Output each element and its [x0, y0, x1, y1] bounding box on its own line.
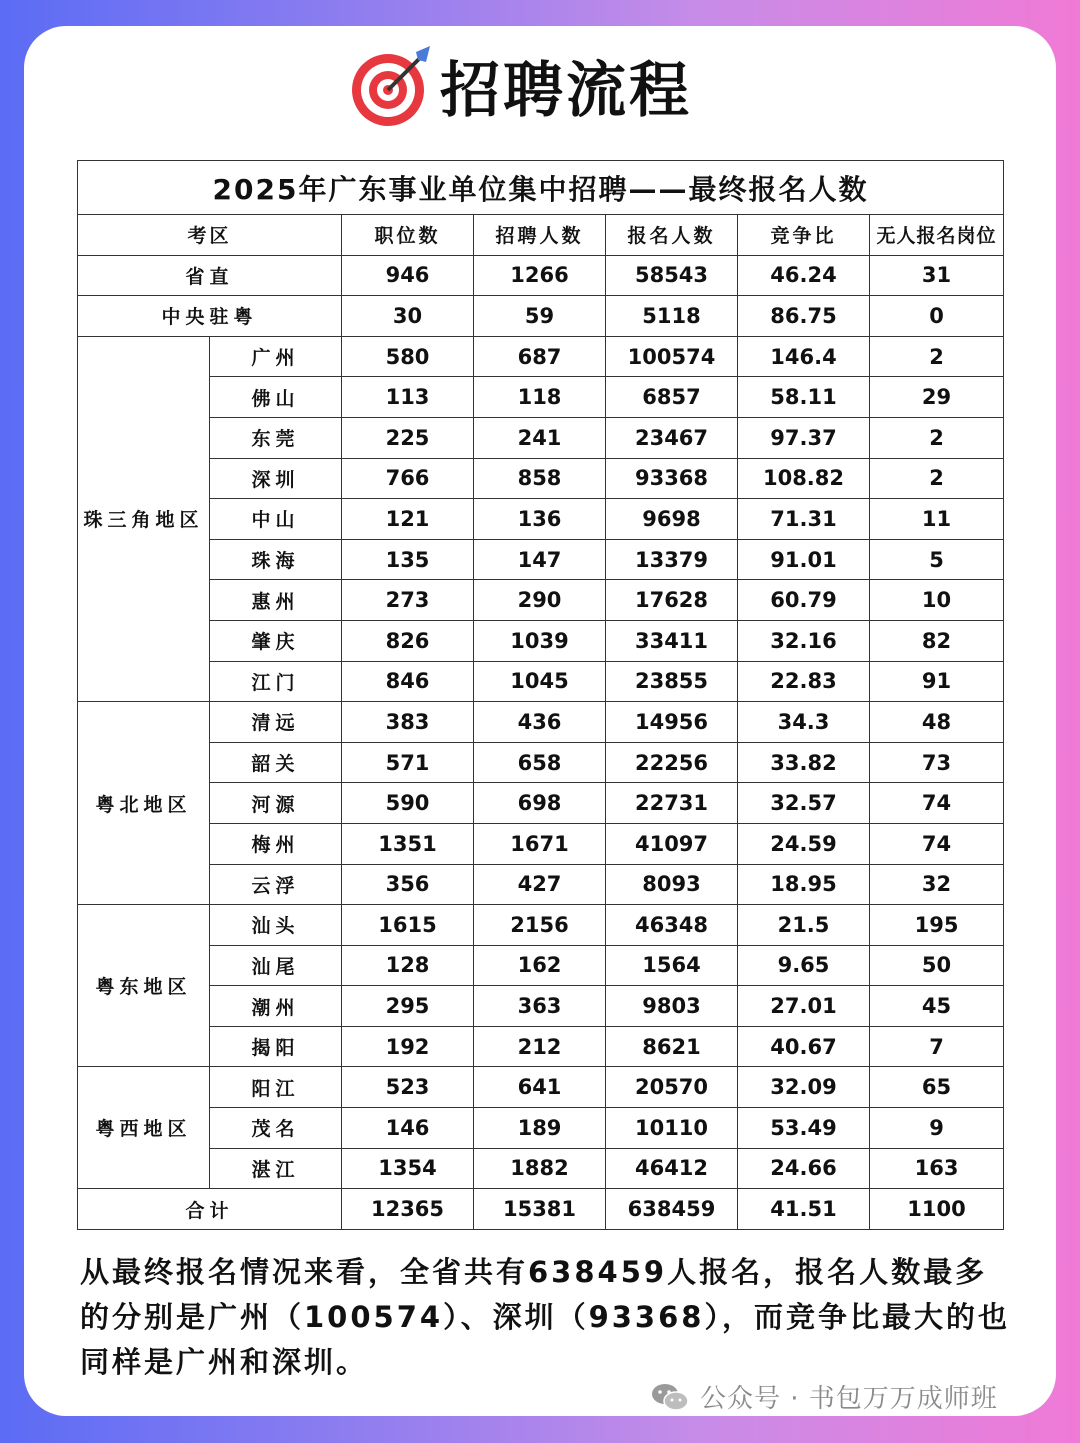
table-cell: 108.82 [738, 458, 870, 499]
table-cell: 24.66 [738, 1148, 870, 1189]
table-row [78, 255, 1004, 296]
table-row [78, 1026, 1004, 1067]
table-cell: 21.5 [738, 905, 870, 946]
city-label: 潮州 [210, 986, 342, 1027]
table-cell: 580 [342, 336, 474, 377]
total-row [78, 1189, 1004, 1230]
city-label: 佛山 [210, 377, 342, 418]
table-title: 2025年广东事业单位集中招聘——最终报名人数 [78, 161, 1004, 215]
city-label: 茂名 [210, 1108, 342, 1149]
table-cell: 846 [342, 661, 474, 702]
table-cell: 27.01 [738, 986, 870, 1027]
table-cell: 100574 [606, 336, 738, 377]
table-row [78, 458, 1004, 499]
table-row [78, 742, 1004, 783]
table-cell: 195 [870, 905, 1004, 946]
table-cell: 1045 [474, 661, 606, 702]
table-row [78, 296, 1004, 337]
table-cell: 45 [870, 986, 1004, 1027]
target-dart-icon [348, 42, 436, 130]
table-cell: 1100 [870, 1189, 1004, 1230]
table-cell: 9698 [606, 499, 738, 540]
table-cell: 74 [870, 823, 1004, 864]
table-cell: 15381 [474, 1189, 606, 1230]
table-cell: 571 [342, 742, 474, 783]
table-header-row [78, 215, 1004, 256]
table-cell: 1671 [474, 823, 606, 864]
table-cell: 6857 [606, 377, 738, 418]
table-cell: 9 [870, 1108, 1004, 1149]
table-cell: 20570 [606, 1067, 738, 1108]
table-cell: 14956 [606, 702, 738, 743]
table-row [78, 1148, 1004, 1189]
city-label: 汕头 [210, 905, 342, 946]
table-cell: 33.82 [738, 742, 870, 783]
table-cell: 32.16 [738, 620, 870, 661]
table-cell: 23467 [606, 417, 738, 458]
city-label: 云浮 [210, 864, 342, 905]
table-cell: 8621 [606, 1026, 738, 1067]
table-cell: 5 [870, 539, 1004, 580]
table-cell: 590 [342, 783, 474, 824]
table-cell: 146.4 [738, 336, 870, 377]
table-cell: 9.65 [738, 945, 870, 986]
table-cell: 22256 [606, 742, 738, 783]
table-row [78, 417, 1004, 458]
table-cell: 40.67 [738, 1026, 870, 1067]
city-label: 韶关 [210, 742, 342, 783]
table-row [78, 336, 1004, 377]
table-cell: 128 [342, 945, 474, 986]
table-cell: 658 [474, 742, 606, 783]
table-row [78, 620, 1004, 661]
table-cell: 766 [342, 458, 474, 499]
column-header: 招聘人数 [474, 215, 606, 256]
table-cell: 71.31 [738, 499, 870, 540]
column-header: 无人报名岗位 [870, 215, 1004, 256]
table-cell: 1882 [474, 1148, 606, 1189]
table-cell: 383 [342, 702, 474, 743]
recruitment-table [77, 160, 1004, 1230]
table-cell: 2 [870, 458, 1004, 499]
table-cell: 427 [474, 864, 606, 905]
table-cell: 5118 [606, 296, 738, 337]
table-cell: 189 [474, 1108, 606, 1149]
table-cell: 97.37 [738, 417, 870, 458]
table-cell: 7 [870, 1026, 1004, 1067]
table-cell: 638459 [606, 1189, 738, 1230]
table-row [78, 986, 1004, 1027]
city-label: 珠海 [210, 539, 342, 580]
table-cell: 135 [342, 539, 474, 580]
table-row [78, 702, 1004, 743]
city-label: 清远 [210, 702, 342, 743]
table-cell: 1564 [606, 945, 738, 986]
table-cell: 2 [870, 336, 1004, 377]
column-header: 考区 [78, 215, 342, 256]
table-cell: 65 [870, 1067, 1004, 1108]
table-row [78, 783, 1004, 824]
table-cell: 1266 [474, 255, 606, 296]
total-label: 合计 [78, 1189, 342, 1230]
city-label: 揭阳 [210, 1026, 342, 1067]
table-cell: 1615 [342, 905, 474, 946]
table-cell: 295 [342, 986, 474, 1027]
table-cell: 241 [474, 417, 606, 458]
table-cell: 91 [870, 661, 1004, 702]
city-label: 湛江 [210, 1148, 342, 1189]
table-row [78, 905, 1004, 946]
footer-source [650, 1378, 998, 1415]
table-cell: 2156 [474, 905, 606, 946]
table-cell: 8093 [606, 864, 738, 905]
table-row [78, 1067, 1004, 1108]
table-cell: 60.79 [738, 580, 870, 621]
table-cell: 212 [474, 1026, 606, 1067]
table-cell: 687 [474, 336, 606, 377]
table-cell: 858 [474, 458, 606, 499]
table-cell: 9803 [606, 986, 738, 1027]
table-row [78, 499, 1004, 540]
table-cell: 113 [342, 377, 474, 418]
area-label: 省直 [78, 255, 342, 296]
table-cell: 826 [342, 620, 474, 661]
table-cell: 147 [474, 539, 606, 580]
table-cell: 17628 [606, 580, 738, 621]
region-label: 粤北地区 [78, 702, 210, 905]
table-cell: 136 [474, 499, 606, 540]
city-label: 河源 [210, 783, 342, 824]
table-cell: 698 [474, 783, 606, 824]
table-row [78, 864, 1004, 905]
table-cell: 162 [474, 945, 606, 986]
table-cell: 290 [474, 580, 606, 621]
table-cell: 946 [342, 255, 474, 296]
city-label: 汕尾 [210, 945, 342, 986]
city-label: 广州 [210, 336, 342, 377]
table-cell: 58.11 [738, 377, 870, 418]
table-cell: 363 [474, 986, 606, 1027]
table-cell: 23855 [606, 661, 738, 702]
table-cell: 24.59 [738, 823, 870, 864]
table-cell: 32.09 [738, 1067, 870, 1108]
table-cell: 12365 [342, 1189, 474, 1230]
table-cell: 59 [474, 296, 606, 337]
table-cell: 641 [474, 1067, 606, 1108]
table-cell: 33411 [606, 620, 738, 661]
column-header: 报名人数 [606, 215, 738, 256]
table-row [78, 945, 1004, 986]
table-cell: 41097 [606, 823, 738, 864]
table-cell: 18.95 [738, 864, 870, 905]
table-cell: 2 [870, 417, 1004, 458]
table-cell: 31 [870, 255, 1004, 296]
table-cell: 86.75 [738, 296, 870, 337]
table-cell: 30 [342, 296, 474, 337]
table-cell: 58543 [606, 255, 738, 296]
table-cell: 53.49 [738, 1108, 870, 1149]
column-header: 竞争比 [738, 215, 870, 256]
city-label: 阳江 [210, 1067, 342, 1108]
table-cell: 93368 [606, 458, 738, 499]
table-cell: 74 [870, 783, 1004, 824]
table-cell: 118 [474, 377, 606, 418]
city-label: 江门 [210, 661, 342, 702]
table-cell: 32 [870, 864, 1004, 905]
area-label: 中央驻粤 [78, 296, 342, 337]
table-cell: 82 [870, 620, 1004, 661]
table-cell: 73 [870, 742, 1004, 783]
table-cell: 46.24 [738, 255, 870, 296]
city-label: 深圳 [210, 458, 342, 499]
table-cell: 13379 [606, 539, 738, 580]
table-cell: 48 [870, 702, 1004, 743]
table-row [78, 661, 1004, 702]
table-cell: 46412 [606, 1148, 738, 1189]
table-cell: 22.83 [738, 661, 870, 702]
city-label: 惠州 [210, 580, 342, 621]
table-cell: 523 [342, 1067, 474, 1108]
table-cell: 11 [870, 499, 1004, 540]
table-cell: 121 [342, 499, 474, 540]
footer-text: 公众号 · 书包万万成师班 [700, 1384, 998, 1414]
table-cell: 225 [342, 417, 474, 458]
city-label: 东莞 [210, 417, 342, 458]
table-cell: 22731 [606, 783, 738, 824]
region-label: 粤东地区 [78, 905, 210, 1067]
page-header [348, 40, 692, 132]
table-row [78, 823, 1004, 864]
table-cell: 146 [342, 1108, 474, 1149]
table-cell: 273 [342, 580, 474, 621]
city-label: 肇庆 [210, 620, 342, 661]
table-row [78, 580, 1004, 621]
table-cell: 32.57 [738, 783, 870, 824]
table-cell: 1354 [342, 1148, 474, 1189]
column-header: 职位数 [342, 215, 474, 256]
table-cell: 34.3 [738, 702, 870, 743]
table-cell: 29 [870, 377, 1004, 418]
wechat-icon [650, 1382, 690, 1412]
page-title: 招聘流程 [440, 56, 692, 126]
city-label: 中山 [210, 499, 342, 540]
table-cell: 163 [870, 1148, 1004, 1189]
table-cell: 0 [870, 296, 1004, 337]
summary-text: 从最终报名情况来看，全省共有638459人报名，报名人数最多的分别是广州（100574）、深圳（93368），而竞争比最大的也同样是广州和深圳。 [80, 1255, 1010, 1379]
table-cell: 41.51 [738, 1189, 870, 1230]
table-cell: 50 [870, 945, 1004, 986]
region-label: 粤西地区 [78, 1067, 210, 1189]
table-cell: 1039 [474, 620, 606, 661]
table-cell: 10110 [606, 1108, 738, 1149]
table-cell: 46348 [606, 905, 738, 946]
table-cell: 10 [870, 580, 1004, 621]
region-label: 珠三角地区 [78, 336, 210, 701]
table-cell: 91.01 [738, 539, 870, 580]
city-label: 梅州 [210, 823, 342, 864]
table-cell: 192 [342, 1026, 474, 1067]
table-row [78, 377, 1004, 418]
table-cell: 1351 [342, 823, 474, 864]
table-cell: 356 [342, 864, 474, 905]
table-cell: 436 [474, 702, 606, 743]
table-row [78, 539, 1004, 580]
table-row [78, 1108, 1004, 1149]
